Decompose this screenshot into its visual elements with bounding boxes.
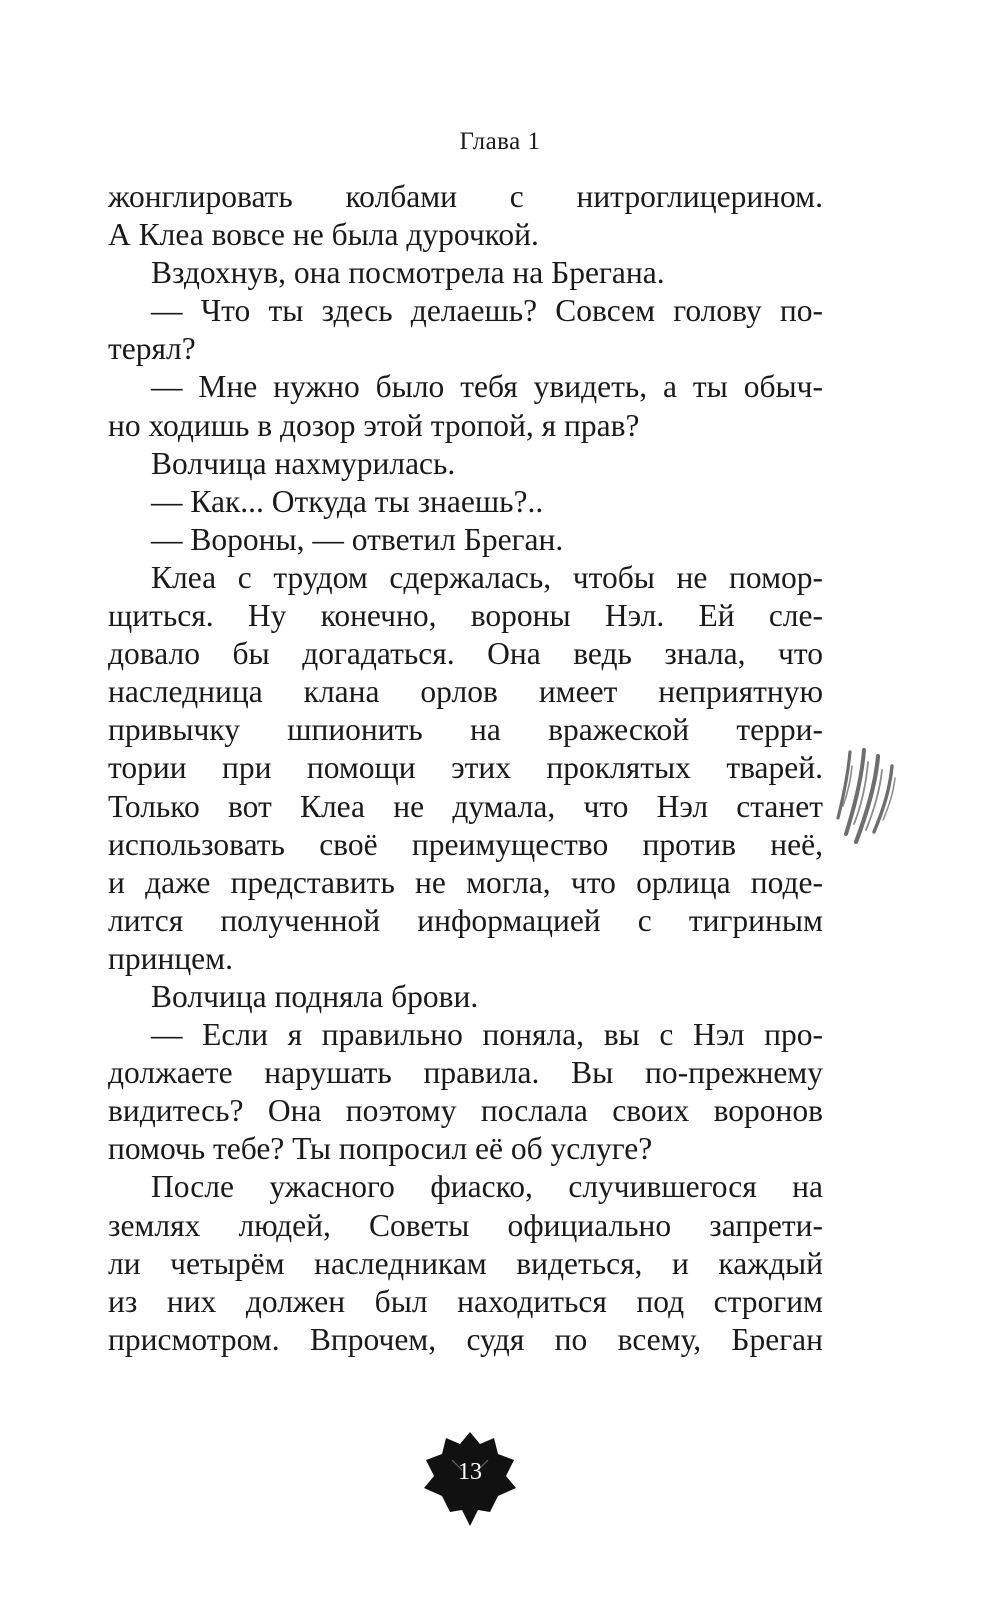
text-line: присмотром. Впрочем, судя по всему, Бреган [108,1321,823,1357]
text-line: привычку шпионить на вражеской терри- [108,712,823,748]
text-line: Волчица подняла брови. [151,978,479,1014]
text-line: щиться. Ну конечно, вороны Нэл. Ей сле- [108,598,823,634]
text-line: землях людей, Советы официально запрети- [108,1207,823,1243]
text-line: лится полученной информацией с тигриным [108,902,823,938]
text-line: и даже представить не могла, что орлица поде- [108,864,823,900]
text-line: Вздохнув, она посмотрела на Брегана. [151,255,665,291]
text-line: принцем. [108,940,233,976]
text-line: — Что ты здесь делаешь? Совсем голову по- [151,293,823,329]
text-line: из них должен был находиться под строгим [108,1283,823,1319]
text-line: терял? [108,331,196,367]
text-line: помочь тебе? Ты попросил её об услуге? [108,1131,653,1167]
text-line: — Если я правильно поняла, вы с Нэл про- [151,1017,823,1053]
body-text [108,178,823,1359]
page-number-badge [422,1430,518,1528]
text-line: Волчица нахмурилась. [151,445,456,481]
text-line: довало бы догадаться. Она ведь знала, что [108,636,823,672]
text-line: А Клеа вовсе не была дурочкой. [108,217,539,253]
text-line: жонглировать колбами с нитроглицерином. [108,179,823,214]
page-number: 13 [458,1459,482,1485]
claw-marks-icon [836,748,898,844]
text-line: использовать своё преимущество против неё, [108,826,823,862]
text-line: должаете нарушать правила. Вы по-прежнему [108,1055,823,1091]
text-line: — Вороны, — ответил Бреган. [151,521,564,557]
text-line: но ходишь в дозор этой тропой, я прав? [108,407,640,443]
text-line: наследница клана орлов имеет неприятную [108,674,823,710]
text-line: — Как... Откуда ты знаешь?.. [151,483,544,519]
text-line: ли четырём наследникам видеться, и каждый [108,1245,823,1281]
text-line: Только вот Клеа не думала, что Нэл станет [108,788,823,824]
text-line: видитесь? Она поэтому послала своих воронов [108,1093,823,1129]
running-head: Глава 1 [459,128,541,155]
text-line: Клеа с трудом сдержалась, чтобы не помор- [151,559,823,595]
text-line: тории при помощи этих проклятых тварей. [108,750,823,786]
text-line: После ужасного фиаско, случившегося на [151,1169,823,1205]
text-line: — Мне нужно было тебя увидеть, а ты обыч- [151,369,823,405]
